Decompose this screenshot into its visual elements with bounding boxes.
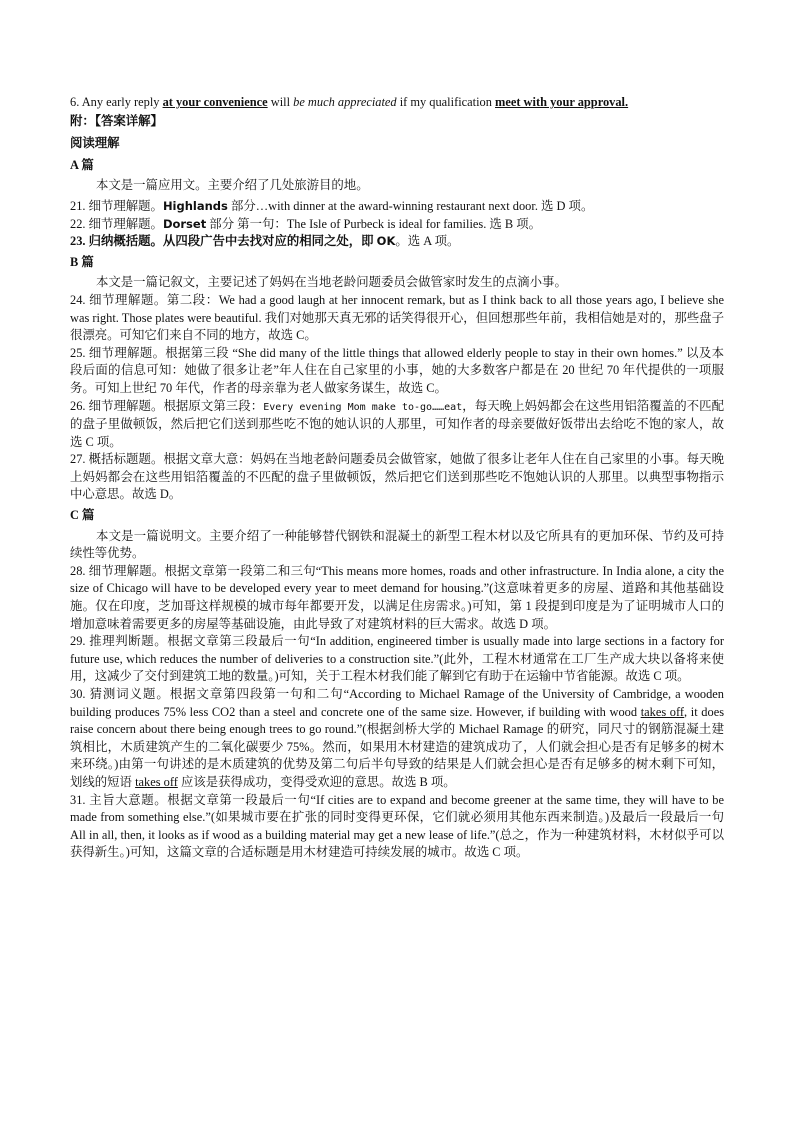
answer-28: 28. 细节理解题。根据文章第一段第二和三句“This means more homes, roads and other infrastructure. In India alone, a city the size of Chicago will have to be developed every year to meet demand for housing.”(这意味着更多的房屋、道路和其他基础设施。仅在印度，芝加哥这样规模的城市每年都要开发，以满足住房需求。)可知，第 1 段提到印度是为了证明城市人口的增加意味着需要更多的房屋等基础设施，由此导致了对建筑材料的巨大需求。故选 D 项。 — [70, 563, 724, 631]
q6-underlined-phrase-2: meet with your approval. — [495, 95, 629, 109]
q6-italic-phrase: be much appreciated — [293, 95, 397, 109]
document-page — [70, 94, 724, 862]
section-c-intro: 本文是一篇说明文。主要介绍了一种能够替代钢铁和混凝土的新型工程木材以及它所具有的更加环保、节约及可持续性等优势。 — [70, 528, 724, 561]
answer-22-text: 部分 第一句：The Isle of Purbeck is ideal for families. 选 B 项。 — [206, 216, 542, 231]
answer-22-text: 22. 细节理解题。 — [70, 216, 163, 231]
q6-text: if my qualification — [396, 95, 496, 109]
answer-22-keyword: Dorset — [162, 216, 207, 231]
answer-24: 24. 细节理解题。第二段：We had a good laugh at her innocent remark, but as I think back to all those years ago, I believe she was right. Those plates were beautiful. 我们对她那天真无邪的话笑得很开心，但回想那些年前，我相信她是对的，那些盘子很漂亮。可知它们来自不同的地方，故选 C。 — [70, 292, 724, 343]
answer-31: 31. 主旨大意题。根据文章第一段最后一句“If cities are to expand and become greener at the same time, they will have to be made from something else.”(如果城市要在扩张的同时变得更环保，它们就必须用其他东西来制造。)及最后一段最后一句 All in all, then, it looks as if wood as a building material may get a new lease of life.”(总之，作为一种建筑材料，木材似乎可以获得新生。)可知，这篇文章的合适标题是用木材建造可持续发展的城市。故选 C 项。 — [70, 792, 724, 860]
answer-30-underlined-phrase: takes off — [640, 704, 685, 719]
q6-underlined-phrase-1: at your convenience — [162, 95, 268, 109]
q6-text: will — [267, 95, 294, 109]
section-b-title: B 篇 — [70, 254, 94, 269]
answer-30-text: , it does raise concern about there being enough trees to go round.”(根据剑桥大学的 Michael Ramage 的研究，同尺寸的钢筋混凝土建筑相比，木质建筑产生的二氧化碳要少 75%。然而，如果用木材建造的建筑成功了，人们就会担心是否有足够多的树木来环绕。)由第一句讲述的是木质建筑的优势及第二句后半句导致的结果是人们就会担心是否有足够多的树木剩下可知，划线的短语 — [70, 704, 725, 789]
answer-26 — [70, 398, 724, 452]
section-a-title: A 篇 — [70, 157, 94, 172]
answer-26-text: 26. 细节理解题。根据原文第三段： — [70, 398, 264, 413]
section-a-intro: 本文是一篇应用文。主要介绍了几处旅游目的地。 — [96, 178, 369, 193]
reading-title: 阅读理解 — [70, 136, 120, 151]
answer-27: 27. 概括标题题。根据文章大意：妈妈在当地老龄问题委员会做管家，她做了很多让老年人住在自己家里的小事。每天晚上妈妈都会在这些用铝箔覆盖的不匹配的盘子里做顿饭，然后把它们送到那些吃不饱她认识的人那里。以典型事物指示中心意思。故选 D。 — [70, 452, 724, 502]
answer-22 — [70, 216, 724, 234]
answer-21-text: 部分…with dinner at the award-winning restaurant next door. 选 D 项。 — [227, 198, 594, 213]
question-6 — [70, 94, 724, 112]
answer-26-quote: Every evening Mom make to-go……eat — [263, 401, 463, 413]
answer-21-keyword: Highlands — [162, 198, 228, 213]
answer-23 — [70, 233, 724, 251]
answer-26-text: ，每天晚上妈妈都会在这些用铝箔覆盖的不匹配的盘子里做顿饭，然后把它们送到那些吃不饱的她认识的人那里，可知作者的母亲要做好饭带出去给吃不饱的家人，故选 C 项。 — [70, 398, 724, 449]
section-b-intro: 本文是一篇记叙文，主要记述了妈妈在当地老龄问题委员会做管家时发生的点滴小事。 — [96, 275, 567, 290]
answer-30 — [70, 686, 724, 792]
answer-25: 25. 细节理解题。根据第三段 “She did many of the little things that allowed elderly people to stay in their own homes.” 以及本段后面的信息可知：她做了很多让老”年人住在自己家里的小事，她的大多数客户都是在 20 世纪 70 年代提供的一项服务。可知上世纪 70 年代，作者的母亲靠为老人做家务谋生，故选 C。 — [70, 345, 724, 395]
answer-30-text: 30. 猜测词义题。根据文章第四段第一句和二句“According to Michael Ramage of the University of Cambridge, a wooden building produces 75% less CO2 than a steel and concrete one of the same size. However, if building with wood — [70, 687, 724, 719]
appendix-title: 附：【答案详解】 — [70, 113, 163, 128]
answer-23-text: 23. 归纳概括题。从四段广告中去找对应的相同之处，即 — [70, 234, 377, 249]
answer-30-text: 应该是获得成功，变得受欢迎的意思。故选 B 项。 — [177, 774, 456, 789]
answer-30-underlined-phrase: takes off — [135, 774, 178, 789]
answer-21 — [70, 198, 724, 216]
answer-23-keyword: OK — [376, 234, 396, 249]
answer-29: 29. 推理判断题。根据文章第三段最后一句“In addition, engineered timber is usually made into large sections in a factory for future use, which reduces the number of deliveries to a construction site.”(此外，工程木材通常在工厂生产成大块以备将来使用，这减少了交付到建筑工地的数量。)可知，关于工程木材我们能了解到它有助于在运输中节省能源。故选 C 项。 — [70, 634, 724, 684]
answer-23-text: 。选 A 项。 — [395, 234, 460, 249]
q6-text: 6. Any early reply — [70, 95, 163, 109]
section-c-title: C 篇 — [70, 508, 95, 523]
answer-21-text: 21. 细节理解题。 — [70, 198, 163, 213]
